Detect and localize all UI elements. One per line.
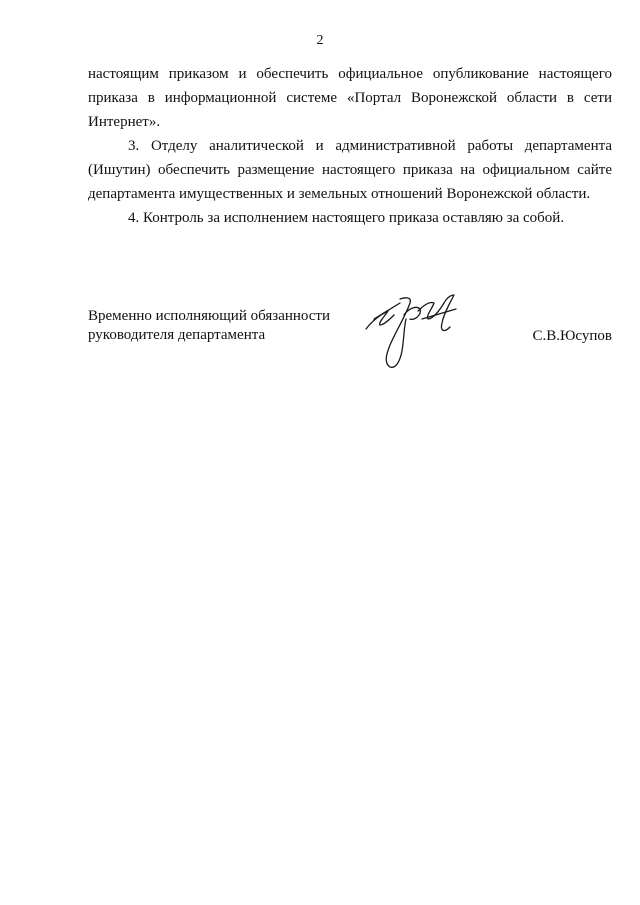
signer-name: С.В.Юсупов [532, 328, 612, 344]
signer-position-line-1: Временно исполняющий обязанности [88, 308, 331, 324]
signer-position-line-2: руководителя департамента [88, 327, 266, 343]
document-body [88, 62, 612, 230]
page-number: 2 [316, 33, 324, 48]
paragraph-item-3: 3. Отделу аналитической и административной работы департамента (Ишутин) обеспечить размещение настоящего приказа на официальном сайте департамента имущественных и земельных отношений Воронежской области. [88, 138, 612, 202]
signature-block [88, 307, 612, 387]
paragraph-item-4: 4. Контроль за исполнением настоящего приказа оставляю за собой. [128, 210, 565, 226]
paragraph-continuation: настоящим приказом и обеспечить официальное опубликование настоящего приказа в информационной системе «Портал Воронежской области в сети Интернет». [88, 66, 612, 130]
handwritten-signature [360, 289, 470, 373]
signer-position [88, 307, 348, 345]
